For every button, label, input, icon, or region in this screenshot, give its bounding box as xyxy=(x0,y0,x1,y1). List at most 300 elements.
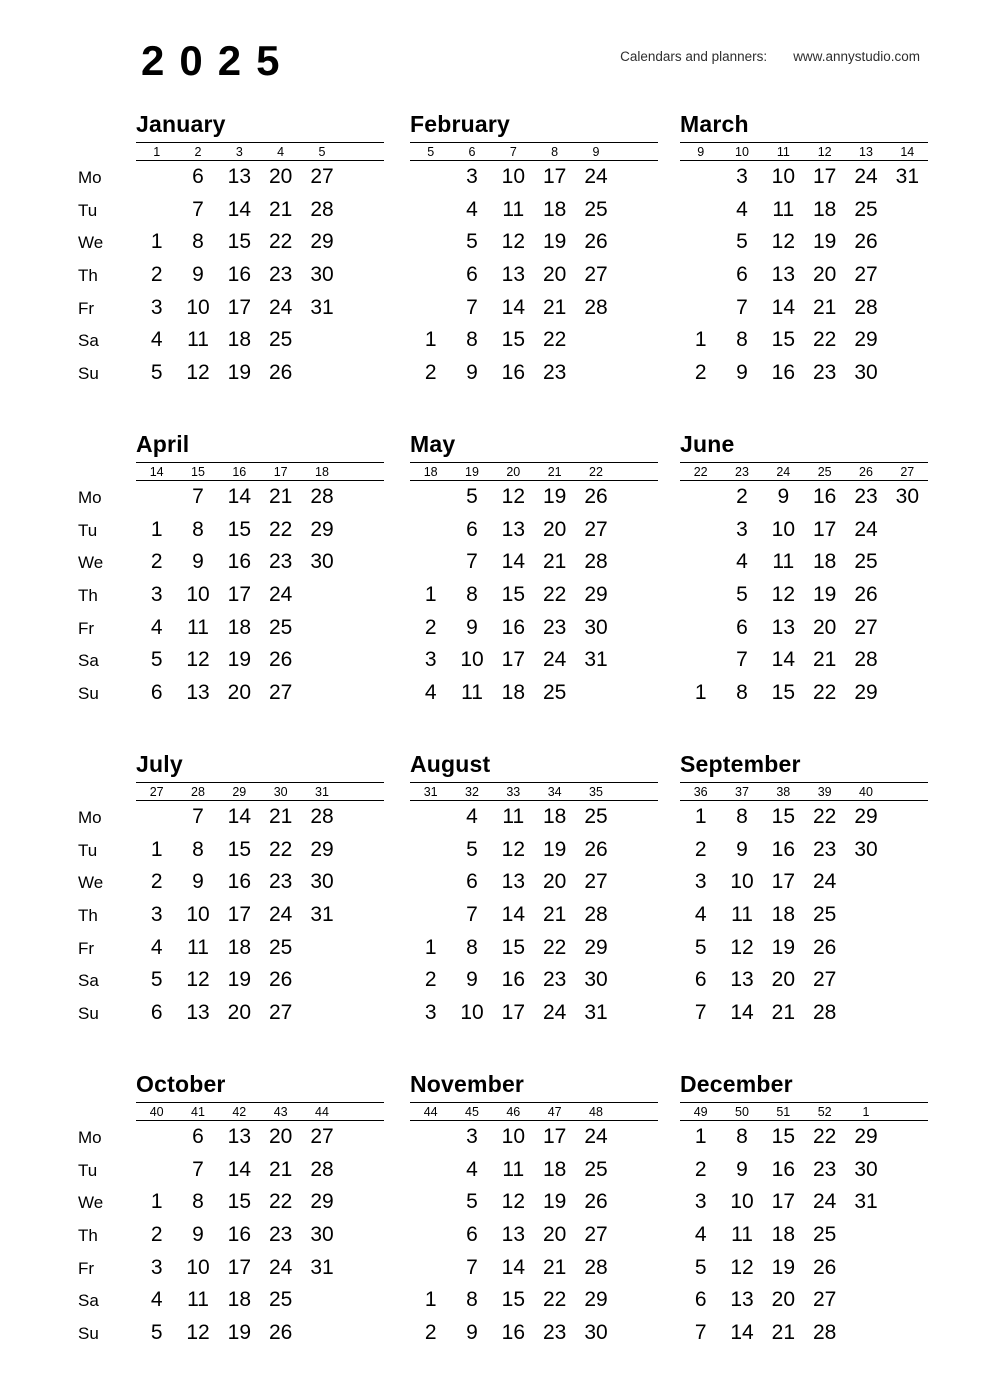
date-cell xyxy=(887,1317,928,1350)
date-cell: 6 xyxy=(694,968,707,992)
date-cell xyxy=(845,1284,886,1317)
week-number: 5 xyxy=(318,144,326,159)
date-cell: 19 xyxy=(771,1255,795,1279)
date-cell: 30 xyxy=(854,361,878,385)
date-cell xyxy=(136,194,177,227)
week-number: 31 xyxy=(423,784,438,799)
date-cell: 21 xyxy=(771,1321,795,1345)
week-number: 31 xyxy=(315,784,329,799)
date-cell: 20 xyxy=(542,263,567,287)
date-cell: 13 xyxy=(771,263,795,287)
date-cell: 20 xyxy=(268,1125,293,1148)
date-cell: 22 xyxy=(268,1190,293,1214)
date-cell xyxy=(845,997,886,1030)
date-cell: 21 xyxy=(542,295,567,319)
date-cell: 18 xyxy=(542,1157,567,1181)
date-cell: 13 xyxy=(186,1001,210,1025)
date-cell: 1 xyxy=(424,583,437,607)
date-cell: 15 xyxy=(501,328,525,352)
date-cell xyxy=(301,357,342,390)
date-cell xyxy=(343,1154,384,1187)
date-cell xyxy=(680,194,721,227)
date-cell: 21 xyxy=(268,197,293,221)
date-cell: 22 xyxy=(268,837,293,861)
date-cell: 8 xyxy=(192,1190,204,1214)
date-cell xyxy=(301,997,342,1030)
date-cell: 16 xyxy=(227,550,251,574)
date-cell xyxy=(617,579,658,612)
date-cell: 6 xyxy=(466,870,478,894)
dates-grid xyxy=(680,1121,928,1350)
date-cell: 2 xyxy=(424,1321,437,1345)
week-number-row xyxy=(410,1102,658,1121)
week-number: 44 xyxy=(315,1104,329,1119)
date-cell: 1 xyxy=(694,805,707,828)
date-cell xyxy=(887,514,928,547)
date-cell xyxy=(343,1121,384,1154)
date-cell: 6 xyxy=(466,1223,478,1247)
date-cell: 21 xyxy=(268,805,293,828)
date-cell: 18 xyxy=(227,328,251,352)
date-cell: 19 xyxy=(542,1190,567,1214)
date-cell: 16 xyxy=(771,361,795,385)
date-cell: 31 xyxy=(584,648,608,672)
date-cell: 4 xyxy=(466,197,478,221)
day-label-we: We xyxy=(78,553,104,573)
day-label-sa: Sa xyxy=(78,971,99,991)
month-title: September xyxy=(680,751,801,777)
date-cell xyxy=(410,1219,451,1252)
date-cell xyxy=(887,1154,928,1187)
day-label-fr: Fr xyxy=(78,618,95,638)
date-cell: 14 xyxy=(227,485,251,508)
date-cell: 17 xyxy=(227,903,251,927)
date-cell: 2 xyxy=(694,837,707,861)
date-cell xyxy=(680,612,721,645)
week-number-row xyxy=(136,142,384,161)
week-number: 29 xyxy=(232,784,247,799)
date-cell: 2 xyxy=(736,485,748,508)
date-cell: 9 xyxy=(466,1321,478,1345)
date-cell xyxy=(617,677,658,710)
day-label-tu: Tu xyxy=(78,840,98,860)
date-cell xyxy=(410,1121,451,1154)
date-cell: 15 xyxy=(227,1190,251,1214)
date-cell: 7 xyxy=(192,197,204,221)
day-label-su: Su xyxy=(78,364,99,384)
date-cell: 9 xyxy=(736,837,748,861)
date-cell: 19 xyxy=(542,837,567,861)
date-cell xyxy=(343,899,384,932)
date-cell: 27 xyxy=(584,1223,608,1247)
date-cell: 29 xyxy=(584,935,608,959)
date-cell: 8 xyxy=(736,328,748,352)
date-cell xyxy=(301,677,342,710)
week-number: 38 xyxy=(776,784,791,799)
date-cell xyxy=(301,932,342,965)
date-cell xyxy=(343,259,384,292)
week-number-row xyxy=(680,462,928,481)
date-cell: 27 xyxy=(812,1288,837,1312)
day-label-sa: Sa xyxy=(78,1291,99,1311)
date-cell xyxy=(845,1317,886,1350)
date-cell xyxy=(887,677,928,710)
date-cell: 12 xyxy=(186,361,210,385)
month-title: April xyxy=(136,431,190,457)
week-number: 27 xyxy=(900,464,915,479)
date-cell xyxy=(136,481,177,514)
date-cell xyxy=(343,1284,384,1317)
date-cell: 1 xyxy=(150,230,163,254)
date-cell xyxy=(617,932,658,965)
month-title: June xyxy=(680,431,735,457)
date-cell: 1 xyxy=(150,517,163,541)
date-cell xyxy=(343,357,384,390)
date-cell: 26 xyxy=(584,230,608,254)
dates-grid xyxy=(136,801,384,1030)
date-cell: 20 xyxy=(771,968,795,992)
day-label-fr: Fr xyxy=(78,938,95,958)
date-cell: 11 xyxy=(187,1288,209,1312)
date-cell xyxy=(887,801,928,834)
date-cell: 25 xyxy=(584,1157,608,1181)
date-cell: 10 xyxy=(771,165,795,188)
date-cell: 21 xyxy=(542,903,567,927)
date-cell: 6 xyxy=(466,263,478,287)
date-cell: 12 xyxy=(501,485,525,508)
week-number-row xyxy=(136,1102,384,1121)
date-cell: 5 xyxy=(150,1321,163,1345)
date-cell: 23 xyxy=(812,837,837,861)
date-cell xyxy=(410,161,451,194)
date-cell xyxy=(617,292,658,325)
date-cell: 6 xyxy=(694,1288,707,1312)
date-cell: 12 xyxy=(501,1190,525,1214)
date-cell: 26 xyxy=(584,485,608,508)
date-cell: 11 xyxy=(731,1223,753,1247)
week-number: 26 xyxy=(859,464,873,479)
week-number: 18 xyxy=(423,464,438,479)
day-label-th: Th xyxy=(78,906,98,926)
date-cell xyxy=(575,324,616,357)
date-cell: 15 xyxy=(771,805,795,828)
date-cell: 30 xyxy=(310,550,334,574)
date-cell: 27 xyxy=(584,263,608,287)
date-cell xyxy=(343,194,384,227)
date-cell: 5 xyxy=(736,230,748,254)
date-cell: 27 xyxy=(854,263,878,287)
date-cell: 25 xyxy=(268,615,293,639)
date-cell: 28 xyxy=(310,805,334,828)
date-cell: 20 xyxy=(812,615,837,639)
day-label-column xyxy=(78,428,136,711)
date-cell: 1 xyxy=(424,935,437,959)
week-number: 34 xyxy=(547,784,562,799)
date-cell: 13 xyxy=(501,517,525,541)
date-cell: 17 xyxy=(542,1125,567,1148)
day-label-tu: Tu xyxy=(78,520,98,540)
date-cell: 22 xyxy=(268,230,293,254)
week-number: 14 xyxy=(900,144,915,159)
date-cell: 11 xyxy=(187,328,209,352)
week-number: 49 xyxy=(693,1104,708,1119)
month-october xyxy=(136,1068,384,1351)
date-cell xyxy=(410,226,451,259)
date-cell: 28 xyxy=(584,903,608,927)
date-cell: 22 xyxy=(812,1125,837,1148)
day-label-fr: Fr xyxy=(78,298,95,318)
day-label-su: Su xyxy=(78,684,99,704)
date-cell: 18 xyxy=(227,1288,251,1312)
date-cell: 3 xyxy=(694,1190,707,1214)
date-cell: 11 xyxy=(772,550,795,574)
week-number: 2 xyxy=(194,144,202,159)
date-cell: 2 xyxy=(694,1157,707,1181)
date-cell xyxy=(887,194,928,227)
date-cell xyxy=(575,677,616,710)
date-cell: 16 xyxy=(501,1321,525,1345)
day-label-su: Su xyxy=(78,1324,99,1344)
date-cell: 18 xyxy=(501,681,525,705)
date-cell: 2 xyxy=(424,361,437,385)
day-label-we: We xyxy=(78,1193,104,1213)
dates-grid xyxy=(410,161,658,390)
week-number: 42 xyxy=(232,1104,247,1119)
week-number: 4 xyxy=(277,144,285,159)
month-title: July xyxy=(136,751,183,777)
date-cell xyxy=(887,866,928,899)
date-cell: 18 xyxy=(542,197,567,221)
date-cell: 23 xyxy=(542,615,567,639)
day-label-th: Th xyxy=(78,266,98,286)
date-cell: 22 xyxy=(542,935,567,959)
date-cell: 30 xyxy=(854,1157,878,1181)
date-cell: 25 xyxy=(584,197,608,221)
date-cell: 1 xyxy=(694,1125,707,1148)
date-cell: 12 xyxy=(186,1321,210,1345)
date-cell: 12 xyxy=(730,935,754,959)
date-cell: 4 xyxy=(150,1288,163,1312)
date-cell xyxy=(410,481,451,514)
date-cell: 13 xyxy=(501,870,525,894)
date-cell: 24 xyxy=(584,1125,608,1148)
date-cell xyxy=(343,644,384,677)
date-cell: 1 xyxy=(150,1190,163,1214)
date-cell xyxy=(887,932,928,965)
date-cell xyxy=(617,1121,658,1154)
date-cell: 24 xyxy=(812,1190,837,1214)
date-cell: 31 xyxy=(895,165,919,188)
date-cell: 19 xyxy=(812,230,837,254)
week-number: 6 xyxy=(468,144,476,159)
date-cell: 15 xyxy=(501,1288,525,1312)
date-cell xyxy=(680,514,721,547)
date-cell: 13 xyxy=(730,1288,754,1312)
date-cell: 21 xyxy=(542,550,567,574)
date-cell: 22 xyxy=(542,1288,567,1312)
dates-grid xyxy=(136,161,384,390)
month-title: May xyxy=(410,431,456,457)
date-cell: 5 xyxy=(150,361,163,385)
date-cell: 8 xyxy=(736,1125,748,1148)
date-cell: 16 xyxy=(501,968,525,992)
day-label-column xyxy=(78,108,136,391)
date-cell xyxy=(410,194,451,227)
date-cell: 3 xyxy=(736,165,748,188)
date-cell: 16 xyxy=(812,485,837,508)
date-cell: 3 xyxy=(424,648,437,672)
week-number: 22 xyxy=(589,464,603,479)
date-cell: 19 xyxy=(542,485,567,508)
date-cell: 25 xyxy=(584,805,608,828)
date-cell xyxy=(617,481,658,514)
date-cell: 15 xyxy=(771,1125,795,1148)
date-cell xyxy=(845,866,886,899)
month-september xyxy=(680,748,928,1031)
date-cell xyxy=(343,1252,384,1285)
date-cell: 18 xyxy=(771,1223,795,1247)
date-cell xyxy=(343,226,384,259)
date-cell: 23 xyxy=(542,361,567,385)
date-cell: 28 xyxy=(584,550,608,574)
week-number: 52 xyxy=(817,1104,832,1119)
week-number: 12 xyxy=(817,144,832,159)
date-cell: 19 xyxy=(227,1321,251,1345)
day-label-sa: Sa xyxy=(78,651,99,671)
date-cell xyxy=(343,964,384,997)
dates-grid xyxy=(680,481,928,710)
month-may xyxy=(410,428,658,711)
date-cell: 15 xyxy=(227,517,251,541)
month-row-q4 xyxy=(78,1068,928,1351)
date-cell: 22 xyxy=(542,328,567,352)
date-cell xyxy=(617,1154,658,1187)
date-cell: 2 xyxy=(694,361,707,385)
date-cell xyxy=(887,1186,928,1219)
date-cell: 29 xyxy=(854,805,878,828)
date-cell: 1 xyxy=(694,328,707,352)
date-cell: 4 xyxy=(150,615,163,639)
day-label-tu: Tu xyxy=(78,1160,98,1180)
date-cell xyxy=(617,514,658,547)
date-cell xyxy=(301,612,342,645)
week-number-row xyxy=(136,782,384,801)
month-title: January xyxy=(136,111,226,137)
date-cell: 22 xyxy=(812,328,837,352)
date-cell: 26 xyxy=(268,361,293,385)
date-cell: 8 xyxy=(192,230,204,254)
date-cell: 3 xyxy=(466,1125,478,1148)
day-label-mo: Mo xyxy=(78,1128,102,1147)
date-cell: 30 xyxy=(310,1223,334,1247)
week-number-row xyxy=(680,1102,928,1121)
year-title: 2025 xyxy=(141,37,295,84)
date-cell: 11 xyxy=(461,681,483,705)
date-cell: 4 xyxy=(736,197,748,221)
date-cell: 20 xyxy=(812,263,837,287)
date-cell: 28 xyxy=(812,1001,837,1025)
date-cell: 7 xyxy=(736,648,748,672)
date-cell: 9 xyxy=(777,485,790,508)
week-number: 10 xyxy=(735,144,749,159)
month-title: August xyxy=(410,751,491,777)
dates-grid xyxy=(680,161,928,390)
date-cell: 28 xyxy=(584,1255,608,1279)
date-cell: 8 xyxy=(466,583,478,607)
day-label-we: We xyxy=(78,233,104,253)
week-number: 30 xyxy=(273,784,288,799)
date-cell xyxy=(617,1186,658,1219)
date-cell xyxy=(343,481,384,514)
month-title: March xyxy=(680,111,749,137)
month-april xyxy=(136,428,384,711)
date-cell xyxy=(887,964,928,997)
date-cell: 18 xyxy=(227,615,251,639)
week-number: 36 xyxy=(693,784,708,799)
date-cell: 12 xyxy=(186,968,210,992)
date-cell xyxy=(343,1219,384,1252)
date-cell: 21 xyxy=(268,1157,293,1181)
date-cell: 28 xyxy=(584,295,608,319)
date-cell: 22 xyxy=(542,583,567,607)
date-cell: 16 xyxy=(771,837,795,861)
date-cell: 9 xyxy=(736,361,748,385)
date-cell: 14 xyxy=(501,903,525,927)
date-cell xyxy=(680,259,721,292)
date-cell xyxy=(343,292,384,325)
date-cell: 3 xyxy=(694,870,707,894)
week-number-row xyxy=(410,782,658,801)
date-cell: 6 xyxy=(150,1001,163,1025)
date-cell: 8 xyxy=(736,805,748,828)
date-cell xyxy=(680,644,721,677)
date-cell: 7 xyxy=(466,550,478,574)
date-cell: 30 xyxy=(310,870,334,894)
week-number: 8 xyxy=(551,144,559,159)
date-cell: 7 xyxy=(192,485,204,508)
date-cell: 2 xyxy=(150,550,163,574)
date-cell: 8 xyxy=(736,681,748,705)
date-cell: 11 xyxy=(187,935,209,959)
week-number: 17 xyxy=(273,464,288,479)
week-number: 46 xyxy=(506,1104,521,1119)
date-cell: 26 xyxy=(854,583,878,607)
date-cell: 14 xyxy=(227,197,251,221)
date-cell: 5 xyxy=(694,1255,707,1279)
date-cell: 7 xyxy=(694,1001,707,1025)
date-cell: 28 xyxy=(310,197,334,221)
month-july xyxy=(136,748,384,1031)
month-november xyxy=(410,1068,658,1351)
date-cell: 20 xyxy=(771,1288,795,1312)
dates-grid xyxy=(410,801,658,1030)
date-cell: 6 xyxy=(466,517,478,541)
header-links xyxy=(620,49,920,64)
date-cell: 28 xyxy=(310,1157,334,1181)
date-cell: 2 xyxy=(424,968,437,992)
day-label-su: Su xyxy=(78,1004,99,1024)
date-cell: 1 xyxy=(424,1288,437,1312)
date-cell: 17 xyxy=(227,295,251,319)
date-cell: 15 xyxy=(501,583,525,607)
date-cell: 23 xyxy=(542,968,567,992)
date-cell: 30 xyxy=(854,837,878,861)
week-number: 9 xyxy=(697,144,705,159)
week-number: 1 xyxy=(153,144,161,159)
date-cell xyxy=(343,1317,384,1350)
date-cell: 10 xyxy=(186,903,210,927)
date-cell: 12 xyxy=(730,1255,754,1279)
